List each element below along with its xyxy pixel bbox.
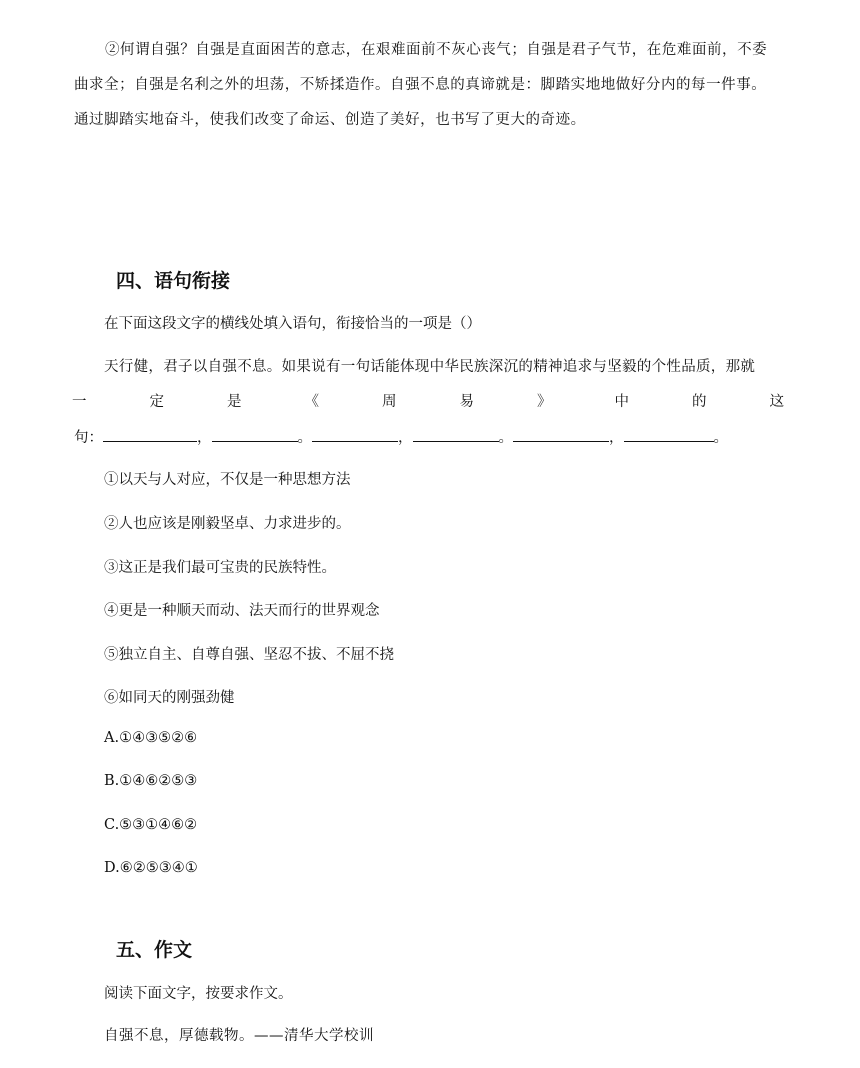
- section3-para-line-2: 曲求全；自强是名利之外的坦荡，不矫揉造作。自强不息的真谛就是：脚踏实地地做好分内的每一件事。: [74, 77, 767, 93]
- answer-blank-1[interactable]: [103, 427, 197, 442]
- answer-blank-2[interactable]: [212, 427, 298, 442]
- passage-char: 《: [304, 394, 319, 410]
- section4-heading: 四、语句衔接: [116, 270, 231, 292]
- passage-line-3: [74, 426, 728, 447]
- answer-blank-6[interactable]: [624, 427, 714, 442]
- passage-char: 是: [227, 394, 242, 410]
- blank-sep: 。: [297, 430, 312, 446]
- passage-char: 周: [382, 394, 397, 410]
- blank-sep: 。: [713, 430, 728, 446]
- passage-char: 》: [537, 394, 552, 410]
- section5-heading: 五、作文: [116, 939, 193, 961]
- sentence-item: ①以天与人对应，不仅是一种思想方法: [104, 472, 351, 488]
- passage-prefix: 句：: [74, 430, 103, 446]
- answer-blank-3[interactable]: [312, 427, 398, 442]
- essay-quote: 自强不息，厚德载物。——清华大学校训: [104, 1028, 374, 1044]
- answer-blank-4[interactable]: [413, 427, 499, 442]
- sentence-item: ④更是一种顺天而动、法天而行的世界观念: [104, 603, 380, 619]
- blank-sep: 。: [498, 430, 513, 446]
- sentence-item: ③这正是我们最可宝贵的民族特性。: [104, 560, 336, 576]
- sentence-item: ⑥如同天的刚强劲健: [104, 690, 235, 706]
- passage-char: 中: [614, 394, 629, 410]
- option-d[interactable]: D.⑥②⑤③④①: [104, 860, 198, 876]
- blank-sep: ，: [609, 430, 624, 446]
- sentence-item: ②人也应该是刚毅坚卓、力求进步的。: [104, 516, 351, 532]
- section3-para-line-1: ②何谓自强？自强是直面困苦的意志，在艰难面前不灰心丧气；自强是君子气节，在危难面前，不委: [105, 42, 768, 58]
- question-text: 在下面这段文字的横线处填入语句，衔接恰当的一项是（）: [104, 316, 481, 332]
- blank-sep: ，: [197, 430, 212, 446]
- option-c[interactable]: C.⑤③①④⑥②: [104, 817, 198, 833]
- passage-char: 的: [692, 394, 707, 410]
- passage-char: 易: [459, 394, 474, 410]
- passage-char: 这: [769, 394, 784, 410]
- option-a[interactable]: A.①④③⑤②⑥: [104, 730, 198, 746]
- blank-sep: ，: [398, 430, 413, 446]
- passage-char: 定: [149, 394, 164, 410]
- option-b[interactable]: B.①④⑥②⑤③: [104, 773, 198, 789]
- passage-char: 一: [72, 394, 87, 410]
- answer-blank-5[interactable]: [513, 427, 609, 442]
- section3-para-line-3: 通过脚踏实地奋斗，使我们改变了命运、创造了美好，也书写了更大的奇迹。: [74, 112, 586, 128]
- sentence-item: ⑤独立自主、自尊自强、坚忍不拔、不屈不挠: [104, 647, 394, 663]
- passage-line-1: 天行健，君子以自强不息。如果说有一句话能体现中华民族深沉的精神追求与坚毅的个性品质，那就: [104, 359, 756, 375]
- essay-instruction: 阅读下面文字，按要求作文。: [104, 986, 293, 1002]
- passage-line-2: [72, 390, 784, 411]
